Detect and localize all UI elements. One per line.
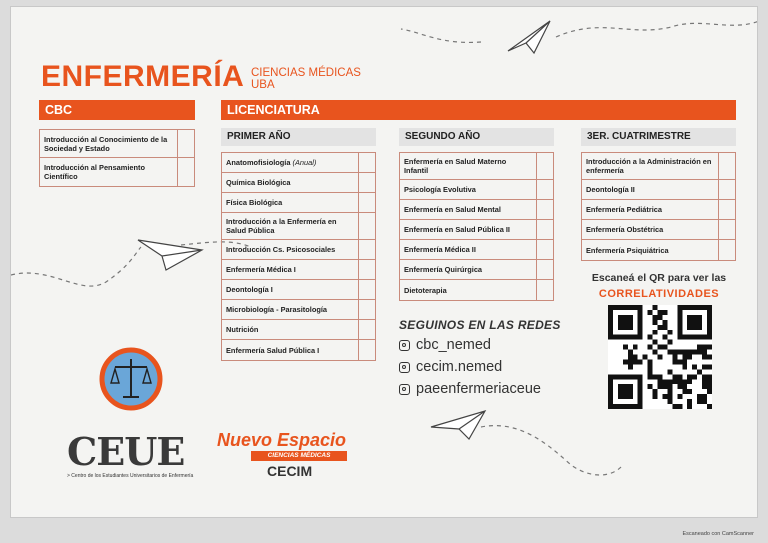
course-name: Física Biológica <box>226 198 283 207</box>
table-row <box>400 153 553 180</box>
nuevo-espacio-logo: Nuevo Espacio <box>217 430 347 450</box>
checkbox[interactable] <box>718 200 735 219</box>
course-name: Dietoterapia <box>404 285 447 295</box>
ciencias-medicas-tag: CIENCIAS MÉDICAS <box>251 451 347 461</box>
course-note: (Anual) <box>292 158 317 167</box>
cecim-logo: CECIM <box>267 463 313 479</box>
qr-caption-line-1: Escaneá el QR para ver las <box>591 272 727 284</box>
table-row <box>222 280 375 300</box>
instagram-icon <box>399 384 410 395</box>
table-row <box>400 280 553 300</box>
checkbox[interactable] <box>718 220 735 239</box>
table-row <box>400 180 553 200</box>
social-heading: SEGUINOS EN LAS REDES <box>399 318 561 332</box>
course-name: Deontología I <box>226 285 273 294</box>
qr-code-icon[interactable] <box>608 305 712 409</box>
checkbox[interactable] <box>358 260 375 279</box>
ceue-logo: CEUE <box>67 429 185 474</box>
qr-caption <box>579 272 739 300</box>
checkbox[interactable] <box>536 240 553 259</box>
table-row <box>40 158 194 186</box>
table-row <box>222 173 375 193</box>
course-name: Enfermería Salud Pública I <box>226 345 320 355</box>
social-list <box>399 334 541 400</box>
table-row <box>582 153 735 180</box>
checkbox[interactable] <box>536 180 553 199</box>
course-name: Enfermería Médica I <box>226 265 296 274</box>
checkbox[interactable] <box>536 220 553 239</box>
page-title: ENFERMERÍA <box>41 60 245 93</box>
course-name <box>222 153 358 172</box>
tercer-cuatrimestre-header: 3ER. CUATRIMESTRE <box>581 128 736 146</box>
course-name: Psicología Evolutiva <box>404 185 476 194</box>
checkbox[interactable] <box>718 240 735 260</box>
social-item[interactable] <box>399 356 541 378</box>
social-item[interactable] <box>399 334 541 356</box>
social-handle: cbc_nemed <box>416 337 491 353</box>
dashed-path-bottom <box>481 426 621 475</box>
checkbox[interactable] <box>358 300 375 319</box>
segundo-ano-table <box>399 152 554 301</box>
course-name: Introducción al Pensamiento Científico <box>44 163 146 181</box>
checkbox[interactable] <box>358 340 375 360</box>
course-name: Microbiología - Parasitología <box>226 305 328 314</box>
qr-caption-line-2: CORRELATIVIDADES <box>598 288 720 300</box>
paper-plane-icon <box>504 17 554 57</box>
subtitle-line-1: CIENCIAS MÉDICAS <box>251 67 361 79</box>
poster <box>10 6 758 518</box>
checkbox[interactable] <box>536 153 553 179</box>
course-name: Enfermería en Salud Materno Infantil <box>404 157 507 175</box>
checkbox[interactable] <box>358 193 375 212</box>
paper-plane-icon <box>429 405 489 445</box>
table-row <box>582 200 735 220</box>
instagram-icon <box>399 340 410 351</box>
course-label: Anatomofisiología <box>226 158 291 167</box>
scales-emblem-icon <box>99 347 163 411</box>
paper-plane-icon <box>136 222 206 272</box>
course-name: Química Biológica <box>226 178 291 187</box>
table-row <box>582 240 735 260</box>
social-handle: cecim.nemed <box>416 359 503 375</box>
checkbox[interactable] <box>718 180 735 199</box>
table-row <box>582 180 735 200</box>
course-name: Enfermería en Salud Pública II <box>404 225 510 234</box>
segundo-ano-header: SEGUNDO AÑO <box>399 128 554 146</box>
checkbox[interactable] <box>536 200 553 219</box>
table-row <box>400 220 553 240</box>
checkbox[interactable] <box>358 280 375 299</box>
course-name: Introducción al Conocimiento de la Sociedad y Estado <box>44 134 168 153</box>
table-row <box>222 340 375 360</box>
table-row <box>222 213 375 240</box>
checkbox[interactable] <box>536 280 553 300</box>
checkbox[interactable] <box>718 153 735 179</box>
course-name: Introducción a la Administración en enfermería <box>586 157 712 175</box>
page-subtitle <box>251 67 361 91</box>
dashed-path-top-right <box>556 21 758 37</box>
table-row <box>400 240 553 260</box>
course-name: Introducción a la Enfermería en Salud Pública <box>226 217 337 235</box>
checkbox[interactable] <box>358 213 375 239</box>
subtitle-line-2: UBA <box>251 79 275 91</box>
dashed-path-left <box>11 247 141 286</box>
table-row <box>400 200 553 220</box>
checkbox[interactable] <box>358 240 375 259</box>
course-name: Deontología II <box>586 185 635 194</box>
social-handle: paeenfermeriaceue <box>416 381 541 397</box>
table-row <box>222 193 375 213</box>
dashed-path-top <box>401 29 481 42</box>
course-name: Enfermería Psiquiátrica <box>586 245 669 255</box>
table-row <box>222 240 375 260</box>
course-name: Nutrición <box>226 325 259 334</box>
course-name: Enfermería Médica II <box>404 245 476 254</box>
table-row <box>400 260 553 280</box>
course-name: Enfermería Quirúrgica <box>404 265 483 274</box>
table-row <box>222 320 375 340</box>
course-name: Enfermería Pediátrica <box>586 205 662 214</box>
checkbox[interactable] <box>177 158 194 186</box>
primer-ano-table <box>221 152 376 361</box>
social-item[interactable] <box>399 378 541 400</box>
table-row <box>222 153 375 173</box>
checkbox[interactable] <box>536 260 553 279</box>
table-row <box>222 260 375 280</box>
primer-ano-header: PRIMER AÑO <box>221 128 376 146</box>
course-name: Enfermería Obstétrica <box>586 225 664 234</box>
checkbox[interactable] <box>358 153 375 172</box>
table-row <box>582 220 735 240</box>
footer-caption: Escaneado con CamScanner <box>682 531 754 537</box>
checkbox[interactable] <box>358 320 375 339</box>
checkbox[interactable] <box>358 173 375 192</box>
cbc-table <box>39 129 195 187</box>
ceue-caption: > Centro de los Estudiantes Universitarios de Enfermería <box>67 473 194 479</box>
table-row <box>40 130 194 158</box>
licenciatura-header: LICENCIATURA <box>221 100 736 120</box>
course-name: Enfermería en Salud Mental <box>404 205 501 214</box>
instagram-icon <box>399 362 410 373</box>
cbc-header: CBC <box>39 100 195 120</box>
course-name: Introducción Cs. Psicosociales <box>226 245 336 254</box>
table-row <box>222 300 375 320</box>
checkbox[interactable] <box>177 130 194 157</box>
tercer-cuatrimestre-table <box>581 152 736 261</box>
